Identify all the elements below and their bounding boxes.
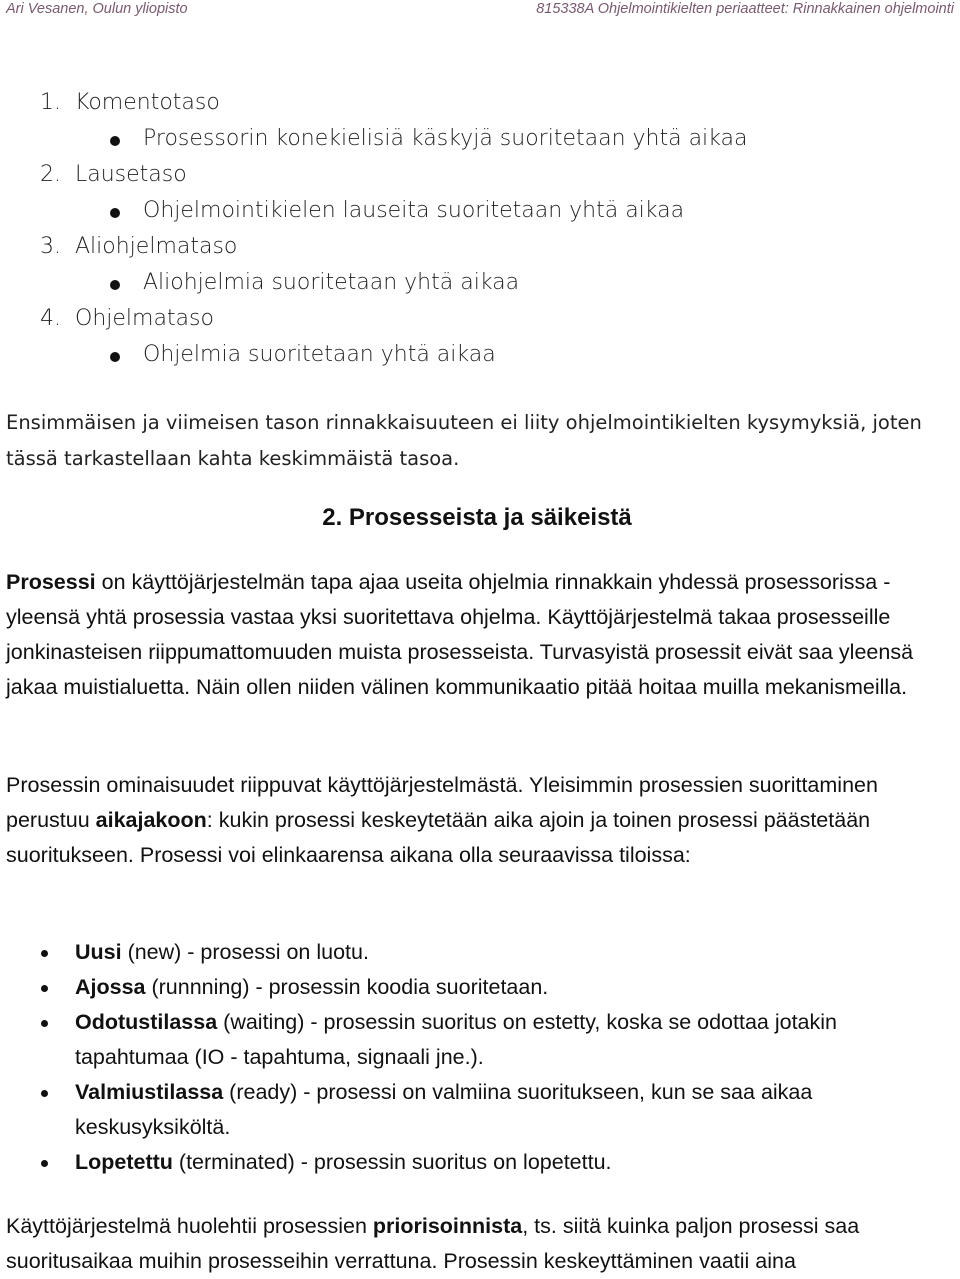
bullet-icon — [110, 352, 120, 362]
state-description: (ready) - prosessi on valmiina suoritukseen, kun se saa aikaa keskusyksiköltä. — [75, 1080, 813, 1139]
bullet-icon — [110, 208, 120, 218]
parallelism-levels-list — [0, 90, 960, 378]
bullet-icon — [41, 950, 48, 957]
state-term: Valmiustilassa — [75, 1080, 224, 1104]
level-description: Ohjelmointikielen lauseita suoritetaan yhtä aikaa — [143, 198, 685, 223]
intro-paragraph: Ensimmäisen ja viimeisen tason rinnakkaisuuteen ei liity ohjelmointikielten kysymyksiä, joten tässä tarkastellaan kahta keskimmäistä tasoa. — [6, 411, 922, 470]
header-author: Ari Vesanen, Oulun yliopisto — [6, 1, 188, 17]
level-title: Ohjelmataso — [75, 306, 214, 331]
paragraph-text-after: : kukin prosessi keskeytetään aika ajoin ja toinen prosessi päästetään suoritukseen. Prosessi voi elinkaarensa aikana olla seuraavissa tiloissa: — [6, 808, 871, 867]
level-title: Komentotaso — [75, 90, 220, 115]
state-description: (runnning) - prosessin koodia suoritetaan. — [145, 975, 549, 999]
paragraph-text-after: , ts. siitä kuinka paljon prosessi saa suoritusaikaa muihin prosesseihin verrattuna. Prosessin keskeyttäminen vaatii aina — [6, 1214, 860, 1273]
term-prioritization: priorisoinnista — [372, 1214, 523, 1238]
level-number: 1. — [40, 90, 61, 115]
process-states-list — [0, 935, 960, 1180]
list-item — [0, 1145, 945, 1180]
level-item — [0, 90, 960, 162]
bullet-icon — [41, 1090, 48, 1097]
level-description: Aliohjelmia suoritetaan yhtä aikaa — [143, 270, 520, 295]
prioritization-paragraph — [6, 1209, 956, 1279]
level-description: Ohjelmia suoritetaan yhtä aikaa — [143, 342, 496, 367]
state-description: (waiting) - prosessin suoritus on estetty, koska se odottaa jotakin tapahtumaa (IO - tapahtuma, signaali jne.). — [75, 1010, 838, 1069]
list-item — [0, 1075, 945, 1145]
state-description: (terminated) - prosessin suoritus on lopetettu. — [172, 1150, 612, 1174]
process-properties-paragraph — [6, 768, 956, 873]
header-course-title: 815338A Ohjelmointikielten periaatteet: Rinnakkainen ohjelmointi — [536, 1, 954, 17]
list-item — [0, 1005, 945, 1075]
state-term: Ajossa — [75, 975, 146, 999]
bullet-icon — [41, 1020, 48, 1027]
process-definition-paragraph — [6, 565, 956, 705]
page-header — [0, 0, 960, 24]
paragraph-text-before: Prosessin ominaisuudet riippuvat käyttöjärjestelmästä. Yleisimmin prosessien suorittaminen perustuu — [6, 773, 878, 832]
level-number: 3. — [40, 234, 61, 259]
level-item — [0, 306, 960, 378]
level-description: Prosessorin konekielisiä käskyjä suoritetaan yhtä aikaa — [143, 126, 748, 151]
state-term: Lopetettu — [75, 1150, 173, 1174]
state-description: (new) - prosessi on luotu. — [121, 940, 369, 964]
state-term: Odotustilassa — [75, 1010, 218, 1034]
bullet-icon — [110, 136, 120, 146]
term-time-sharing: aikajakoon — [95, 808, 207, 832]
list-item — [0, 970, 945, 1005]
paragraph-text-before: Käyttöjärjestelmä huolehtii prosessien — [6, 1214, 373, 1238]
bullet-icon — [41, 1160, 48, 1167]
level-number: 4. — [40, 306, 61, 331]
paragraph-text: on käyttöjärjestelmän tapa ajaa useita ohjelmia rinnakkain yhdessä prosessorissa - yleensä yhtä prosessia vastaa yksi suoritettava ohjelma. Käyttöjärjestelmä takaa prosesseille jonkinasteisen riippumattomuuden muista prosesseista. Turvasyistä prosessit eivät saa yleensä jakaa muistialuetta. Näin ollen niiden välinen kommunikaatio pitää hoitaa muilla mekanismeilla. — [6, 570, 914, 699]
section-heading-text: 2. Prosesseista ja säikeistä — [322, 504, 632, 531]
level-item — [0, 162, 960, 234]
list-item — [0, 935, 945, 970]
bullet-icon — [110, 280, 120, 290]
level-number: 2. — [40, 162, 61, 187]
level-title: Lausetaso — [75, 162, 187, 187]
term-process: Prosessi — [6, 570, 96, 594]
section-heading — [0, 504, 960, 532]
level-title: Aliohjelmataso — [75, 234, 238, 259]
bullet-icon — [41, 985, 48, 992]
level-item — [0, 234, 960, 306]
state-term: Uusi — [75, 940, 122, 964]
